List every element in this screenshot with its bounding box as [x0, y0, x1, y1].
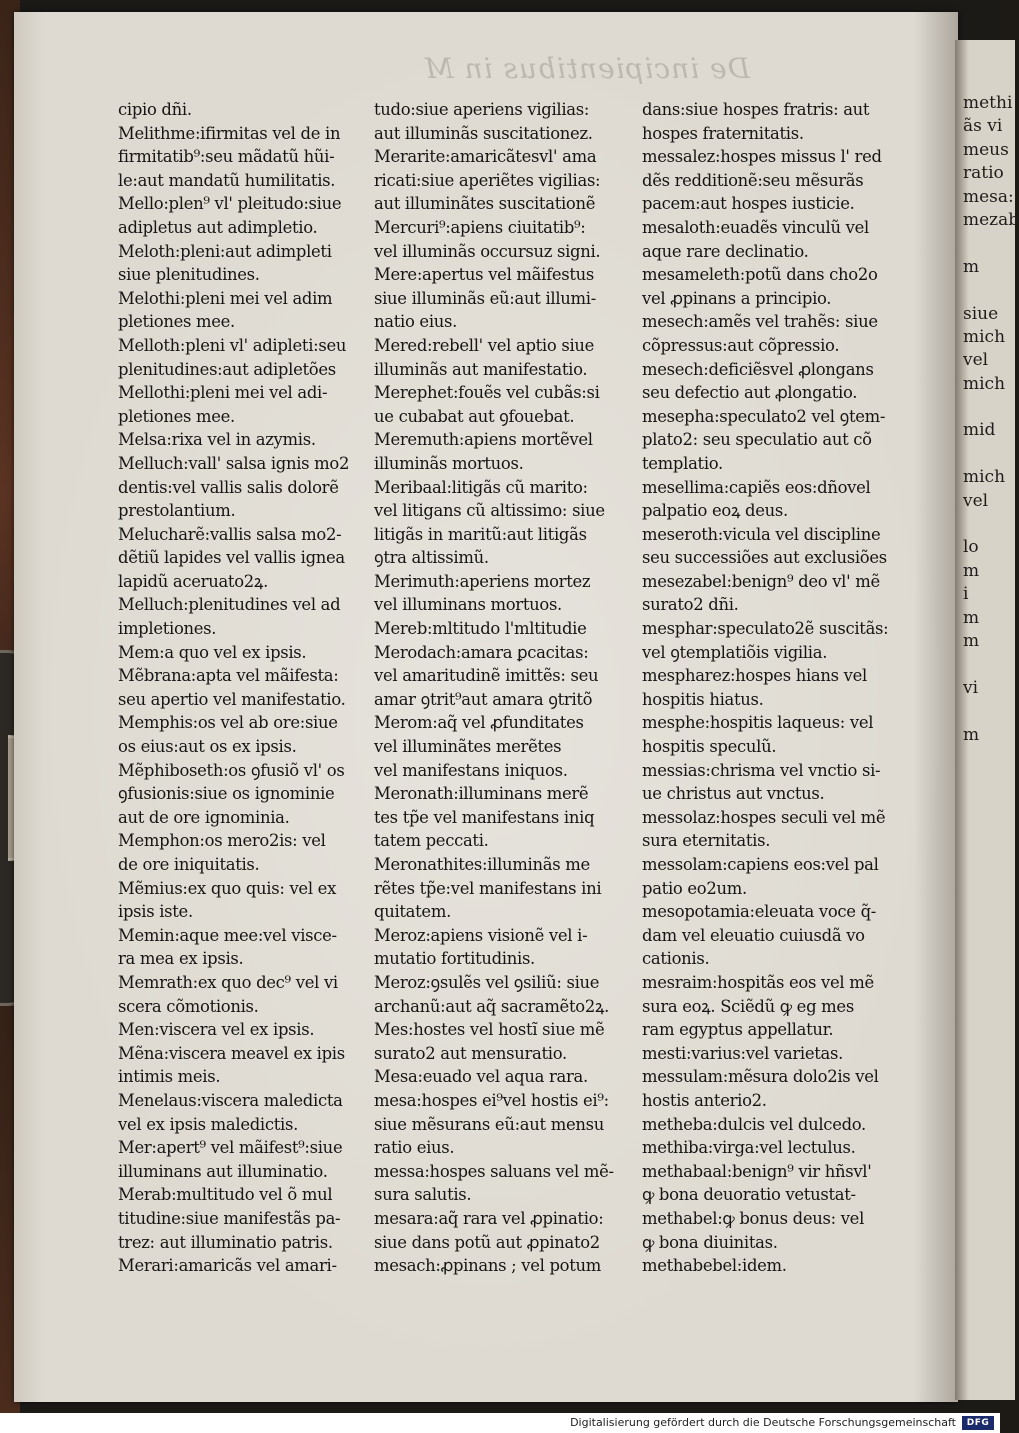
recto-fragment — [963, 396, 1019, 419]
text-line: natio eius. — [374, 312, 458, 332]
text-line: surato2 aut mensuratio. — [374, 1043, 567, 1063]
footer-bar — [0, 1413, 1000, 1433]
text-line: illuminãs aut manifestatio. — [374, 359, 588, 379]
text-line: tudo:siue aperiens vigilias: — [374, 100, 590, 119]
text-line: mesara:aq̃ rara vel ꝓpinatio: — [374, 1208, 604, 1228]
text-line: seu defectio aut ꝓlongatio. — [642, 383, 858, 403]
text-line: pletiones mee. — [118, 312, 235, 332]
text-line: aut illuminãtes suscitationẽ — [374, 194, 596, 214]
text-line: firmitatib⁹:seu mãdatũ hũi- — [118, 147, 335, 167]
text-line: Mẽphiboseth:os ꝯfusiõ vl' os — [118, 760, 345, 780]
text-line: Mercuri⁹:apiens ciuitatib⁹: — [374, 217, 586, 237]
text-line: hospitis speculũ. — [642, 737, 777, 757]
text-line: intimis meis. — [118, 1067, 221, 1087]
text-line: hospes fraternitatis. — [642, 123, 804, 143]
text-line: Melothi:pleni mei vel adim — [118, 288, 333, 308]
text-line: Merarite:amaricãtesvl' ama — [374, 147, 597, 167]
recto-fragment: ãs vi — [963, 116, 1003, 137]
recto-text-fragments — [963, 92, 1019, 747]
text-line: ꝙ bona diuinitas. — [642, 1232, 778, 1252]
text-line: mesezabel:benign⁹ deo vl' mẽ — [642, 571, 880, 591]
text-line: vel litigans cũ altissimo: siue — [374, 501, 605, 521]
text-line: vel illuminans mortuos. — [374, 595, 562, 615]
text-line: sura eoꝝ. Sciẽdũ ꝙ eg mes — [642, 996, 854, 1016]
text-line: methabebel:idem. — [642, 1256, 787, 1276]
text-line: hostis anterio2. — [642, 1090, 767, 1110]
text-line: sura salutis. — [374, 1185, 472, 1205]
text-line: Mello:plen⁹ vl' pleitudo:siue — [118, 194, 342, 214]
text-line: mesameleth:potũ dans cho2o — [642, 265, 878, 285]
text-line: patio eo2um. — [642, 878, 747, 898]
recto-fragment — [963, 653, 1019, 676]
text-line: Mẽna:viscera meavel ex ipis — [118, 1043, 345, 1063]
text-line: cõpressus:aut cõpressio. — [642, 335, 840, 355]
text-line: mesti:varius:vel varietas. — [642, 1043, 844, 1063]
recto-fragment: i — [963, 584, 969, 605]
text-line: mesech:deficiẽsvel ꝓlongans — [642, 359, 874, 379]
verso-page — [14, 12, 958, 1402]
text-line: Melluch:plenitudines vel ad — [118, 595, 341, 615]
text-line: vel ex ipsis maledictis. — [118, 1114, 298, 1134]
text-line: surato2 dñi. — [642, 595, 739, 615]
text-line: trez: aut illuminatio patris. — [118, 1232, 333, 1252]
recto-fragment: lo — [963, 537, 979, 558]
text-line: mesraim:hospitãs eos vel mẽ — [642, 972, 874, 992]
text-line: dam vel eleuatio cuiusdã vo — [642, 925, 865, 945]
text-line: hospitis hiatus. — [642, 689, 764, 709]
text-line: Memphis:os vel ab ore:siue — [118, 713, 338, 733]
text-line: pletiones mee. — [118, 406, 235, 426]
text-line: siue dans potũ aut ꝓpinato2 — [374, 1232, 600, 1252]
text-line: ratio eius. — [374, 1138, 455, 1158]
recto-page-edge — [955, 40, 1019, 1400]
text-line: mesech:amẽs vel trahẽs: siue — [642, 312, 878, 332]
text-line: ue cubabat aut ꝯfouebat. — [374, 406, 575, 426]
text-line: Meroz:ꝯsulẽs vel ꝯsiliũ: siue — [374, 972, 600, 992]
text-line: sura eternitatis. — [642, 831, 771, 851]
text-line: Mem:a quo vel ex ipsis. — [118, 642, 307, 662]
text-line: illuminãs mortuos. — [374, 453, 524, 473]
text-line: messias:chrisma vel vnctio si- — [642, 760, 881, 780]
text-line: tes tp̃e vel manifestans iniq — [374, 807, 595, 827]
text-line: siue illuminãs eũ:aut illumi- — [374, 288, 596, 308]
text-line: quitatem. — [374, 902, 451, 922]
text-line: vel ꝓpinans a principio. — [642, 288, 832, 308]
text-line: Memphon:os mero2is: vel — [118, 831, 326, 851]
text-line: mesa:hospes ei⁹vel hostis ei⁹: — [374, 1090, 609, 1110]
text-line: Meloth:pleni:aut adimpleti — [118, 241, 332, 261]
text-line: os eius:aut os ex ipsis. — [118, 737, 297, 757]
text-line: Melithme:ifirmitas vel de in — [118, 123, 341, 143]
text-line: messolam:capiens eos:vel pal — [642, 855, 879, 874]
text-line: methabaal:benign⁹ vir hñsvl' — [642, 1161, 872, 1181]
text-line: prestolantium. — [118, 501, 236, 521]
text-line: Mered:rebell' vel aptio siue — [374, 335, 595, 355]
text-line: dans:siue hospes fratris: aut — [642, 100, 870, 119]
recto-fragment: siue — [963, 303, 999, 324]
text-line: seu apertio vel manifestatio. — [118, 689, 346, 709]
text-line: impletiones. — [118, 619, 217, 639]
text-line: mesaloth:euadẽs vinculũ vel — [642, 217, 869, 237]
text-line: palpatio eoꝝ deus. — [642, 501, 788, 521]
text-line: tatem peccati. — [374, 831, 489, 851]
text-line: mesellima:capiẽs eos:dñovel — [642, 477, 871, 497]
text-line: pacem:aut hospes iusticie. — [642, 194, 855, 214]
text-line: siue mẽsurans eũ:aut mensu — [374, 1114, 604, 1134]
text-line: messulam:mẽsura dolo2is vel — [642, 1067, 879, 1087]
text-line: archanũ:aut aq̃ sacramẽto2ꝝ. — [374, 996, 610, 1016]
text-line: Merab:multitudo vel õ mul — [118, 1185, 333, 1205]
text-line: Meribaal:litigãs cũ marito: — [374, 477, 588, 497]
text-line: plenitudines:aut adipletões — [118, 359, 336, 379]
text-line: de ore iniquitatis. — [118, 855, 260, 874]
text-line: Meronathites:illuminãs me — [374, 855, 590, 874]
text-line: le:aut mandatũ humilitatis. — [118, 170, 336, 190]
text-line: mesepha:speculato2 vel ꝯtem- — [642, 406, 886, 426]
recto-fragment: m — [963, 256, 980, 277]
text-line: Meroz:apiens visionẽ vel i- — [374, 925, 588, 945]
text-line: seu successiões aut exclusiões — [642, 548, 887, 568]
text-line: Mẽbrana:apta vel mãifesta: — [118, 666, 339, 686]
text-line: dentis:vel vallis salis dolorẽ — [118, 477, 339, 497]
recto-fragment: m — [963, 607, 980, 628]
recto-fragment: m — [963, 560, 980, 581]
text-line: mutatio fortitudinis. — [374, 949, 535, 969]
show-through-running-head: De incipientibus in M — [424, 52, 751, 85]
text-line: ra mea ex ipsis. — [118, 949, 244, 969]
text-line: siue plenitudines. — [118, 265, 260, 285]
text-line: mesphe:hospitis laqueus: vel — [642, 713, 874, 733]
recto-fragment — [963, 513, 1019, 536]
text-line: Melsa:rixa vel in azymis. — [118, 430, 316, 450]
text-line: amar ꝯtrit⁹aut amara ꝯtritõ — [374, 689, 593, 709]
text-line: messolaz:hospes seculi vel mẽ — [642, 807, 886, 827]
text-line: Merimuth:aperiens mortez — [374, 571, 591, 591]
text-line: Mes:hostes vel hostĩ siue mẽ — [374, 1020, 605, 1040]
text-line: plato2: seu speculatio aut cõ — [642, 430, 872, 450]
recto-fragment: m — [963, 630, 980, 651]
text-line: ricati:siue aperiẽtes vigilias: — [374, 170, 601, 190]
text-line: Meronath:illuminans merẽ — [374, 784, 589, 804]
recto-fragment: vi — [963, 677, 979, 698]
recto-fragment — [963, 279, 1019, 302]
text-line: Menelaus:viscera maledicta — [118, 1090, 343, 1110]
text-line: mesach:ꝓpinans ; vel potum — [374, 1256, 602, 1276]
text-line: vel manifestans iniquos. — [374, 760, 568, 780]
text-line: templatio. — [642, 453, 723, 473]
text-line: scera cõmotionis. — [118, 996, 259, 1016]
text-line: Mereb:mltitudo l'mltitudie — [374, 619, 587, 639]
text-line: Memrath:ex quo dec⁹ vel vi — [118, 972, 338, 992]
text-line: titudine:siue manifestãs pa- — [118, 1208, 341, 1228]
text-line: Mesa:euado vel aqua rara. — [374, 1067, 588, 1087]
text-line: aque rare declinatio. — [642, 241, 809, 261]
text-line: cipio dñi. — [118, 100, 192, 119]
text-line: mesphar:speculato2ẽ suscitãs: — [642, 619, 889, 639]
text-line: methiba:virga:vel lectulus. — [642, 1138, 856, 1158]
text-line: mesopotamia:eleuata voce q̃- — [642, 902, 877, 922]
recto-fragment: ratio — [963, 163, 1004, 184]
text-line: meseroth:vicula vel discipline — [642, 524, 881, 544]
text-line: ꝯtra altissimũ. — [374, 548, 489, 568]
text-line: Men:viscera vel ex ipsis. — [118, 1020, 315, 1040]
text-line: Mere:apertus vel mãifestus — [374, 265, 595, 285]
text-line: Merephet:fouẽs vel cubãs:si — [374, 383, 600, 403]
recto-fragment — [963, 700, 1019, 723]
text-line: vel amaritudinẽ imittẽs: seu — [374, 666, 599, 686]
text-line: cationis. — [642, 949, 710, 969]
text-line: Melloth:pleni vl' adipleti:seu — [118, 335, 347, 355]
text-line: ram egyptus appellatur. — [642, 1020, 834, 1040]
text-line: methabel:ꝙ bonus deus: vel — [642, 1208, 865, 1228]
recto-fragment: mich — [963, 373, 1006, 394]
text-line: aut de ore ignominia. — [118, 807, 290, 827]
recto-fragment: methi — [963, 93, 1013, 113]
text-line: Mer:apert⁹ vel mãifest⁹:siue — [118, 1138, 343, 1158]
text-line: Melucharẽ:vallis salsa mo2- — [118, 524, 342, 544]
text-line: ue christus aut vnctus. — [642, 784, 825, 804]
text-line: litigãs in maritũ:aut litigãs — [374, 524, 587, 544]
text-line: Mẽmius:ex quo quis: vel ex — [118, 878, 337, 898]
text-column-middle — [374, 98, 654, 1278]
text-line: messalez:hospes missus l' red — [642, 147, 882, 167]
text-line: aut illuminãs suscitationez. — [374, 123, 593, 143]
text-line: illuminans aut illuminatio. — [118, 1161, 328, 1181]
recto-fragment: vel — [963, 350, 989, 371]
recto-fragment: mich — [963, 467, 1006, 488]
recto-fragment: vel — [963, 490, 989, 511]
recto-fragment: mich — [963, 326, 1006, 347]
text-line: messa:hospes saluans vel mẽ- — [374, 1161, 614, 1181]
recto-fragment: mezab — [963, 209, 1019, 230]
text-line: Meremuth:apiens mortẽvel — [374, 430, 593, 450]
text-line: Memin:aque mee:vel visce- — [118, 925, 337, 945]
dfg-logo: DFG — [962, 1416, 994, 1430]
text-line: dẽtiũ lapides vel vallis ignea — [118, 548, 345, 568]
text-line: vel illuminãtes merẽtes — [374, 737, 562, 757]
text-line: ipsis iste. — [118, 902, 193, 922]
text-line: rẽtes tp̃e:vel manifestans ini — [374, 878, 602, 898]
text-line: ꝯfusionis:siue os ignominie — [118, 784, 335, 804]
text-line: Melluch:vall' salsa ignis mo2 — [118, 453, 350, 473]
text-line: Merodach:amara ꝑcacitas: — [374, 642, 589, 662]
text-line: Merom:aq̃ vel ꝓfunditates — [374, 713, 584, 733]
text-line: lapidũ aceruato2ꝝ. — [118, 571, 268, 591]
text-line: Merari:amaricãs vel amari- — [118, 1256, 337, 1276]
recto-fragment: meus — [963, 139, 1009, 160]
funding-credit: Digitalisierung gefördert durch die Deutsche Forschungsgemeinschaft — [570, 1416, 956, 1429]
text-line: ꝙ bona deuoratio vetustat- — [642, 1185, 856, 1205]
recto-fragment: m — [963, 724, 980, 745]
text-column-left — [118, 98, 388, 1278]
recto-fragment — [963, 232, 1019, 255]
recto-fragment — [963, 443, 1019, 466]
text-line: vel illuminãs occursuz signi. — [374, 241, 601, 261]
text-line: metheba:dulcis vel dulcedo. — [642, 1114, 866, 1134]
recto-fragment: mesa: — [963, 186, 1014, 207]
text-line: Mellothi:pleni mei vel adi- — [118, 383, 328, 403]
text-line: adipletus aut adimpletio. — [118, 217, 318, 237]
text-line: dẽs redditionẽ:seu mẽsurãs — [642, 170, 864, 190]
text-line: vel ꝯtemplatiõis vigilia. — [642, 642, 828, 662]
recto-fragment: mid — [963, 420, 996, 441]
text-line: mespharez:hospes hians vel — [642, 666, 867, 686]
text-column-right — [642, 98, 932, 1278]
